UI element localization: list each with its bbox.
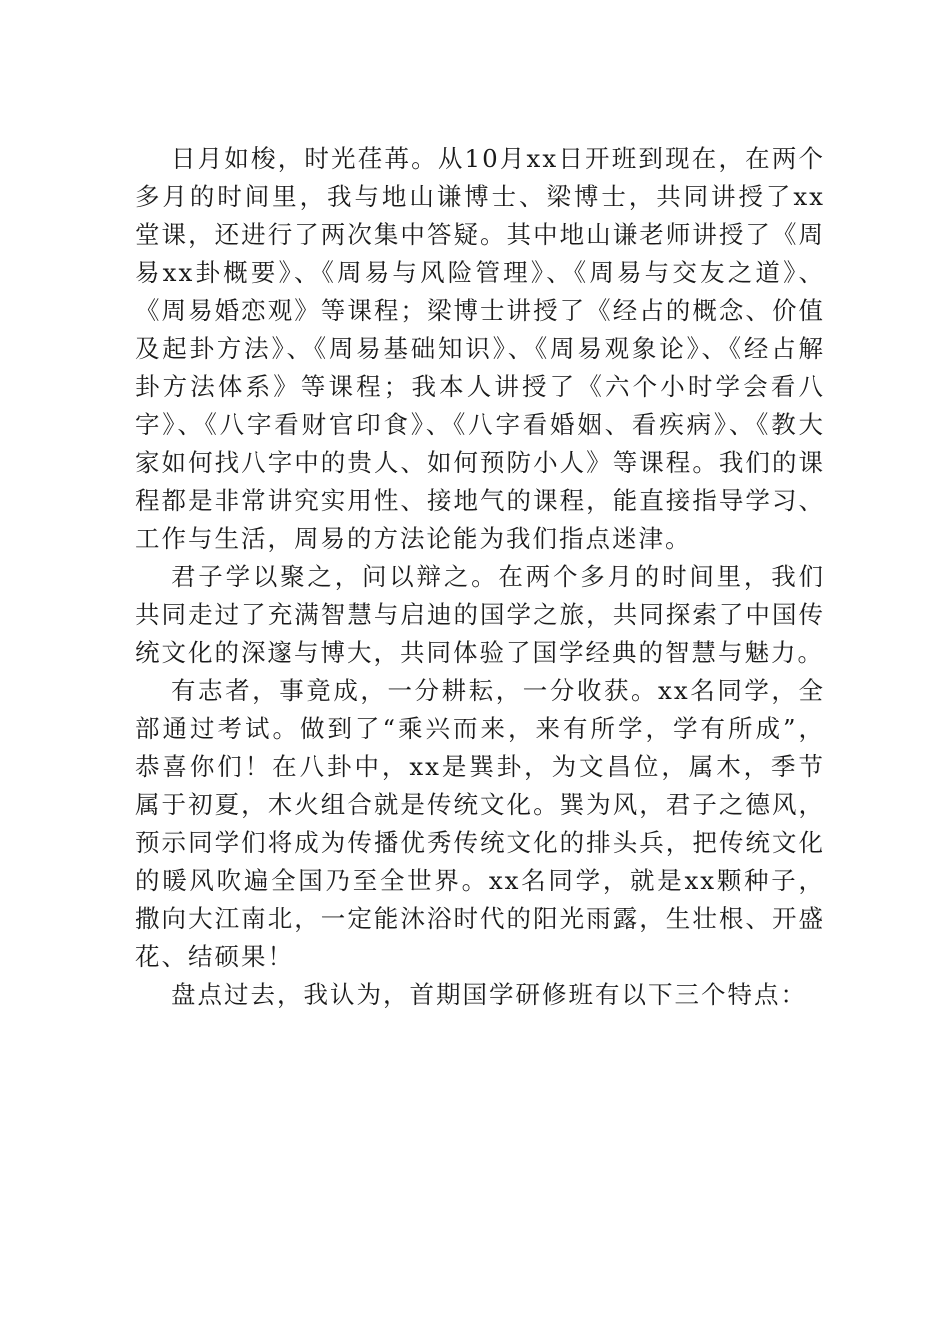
document-body (135, 140, 825, 1014)
paragraph-1: 日月如梭，时光荏苒。从10月xx日开班到现在，在两个多月的时间里，我与地山谦博士、梁博士，共同讲授了xx堂课，还进行了两次集中答疑。其中地山谦老师讲授了《周易xx卦概要》、《周易与风险管理》、《周易与交友之道》、《周易婚恋观》等课程；梁博士讲授了《经占的概念、价值及起卦方法》、《周易基础知识》、《周易观象论》、《经占解卦方法体系》等课程；我本人讲授了《六个小时学会看八字》、《八字看财官印食》、《八字看婚姻、看疾病》、《教大家如何找八字中的贵人、如何预防小人》等课程。我们的课程都是非常讲究实用性、接地气的课程，能直接指导学习、工作与生活，周易的方法论能为我们指点迷津。 (135, 144, 825, 553)
paragraph-3: 有志者，事竟成，一分耕耘，一分收获。xx名同学，全部通过考试。做到了“乘兴而来，来有所学，学有所成”，恭喜你们！在八卦中，xx是巽卦，为文昌位，属木，季节属于初夏，木火组合就是传统文化。巽为风，君子之德风，预示同学们将成为传播优秀传统文化的排头兵，把传统文化的暖风吹遍全国乃至全世界。xx名同学，就是xx颗种子，撒向大江南北，一定能沐浴时代的阳光雨露，生壮根、开盛花、结硕果！ (135, 676, 825, 971)
paragraph-4: 盘点过去，我认为，首期国学研修班有以下三个特点： (171, 980, 807, 1009)
paragraph-2: 君子学以聚之，问以辩之。在两个多月的时间里，我们共同走过了充满智慧与启迪的国学之旅，共同探索了中国传统文化的深邃与博大，共同体验了国学经典的智慧与魅力。 (135, 562, 825, 667)
